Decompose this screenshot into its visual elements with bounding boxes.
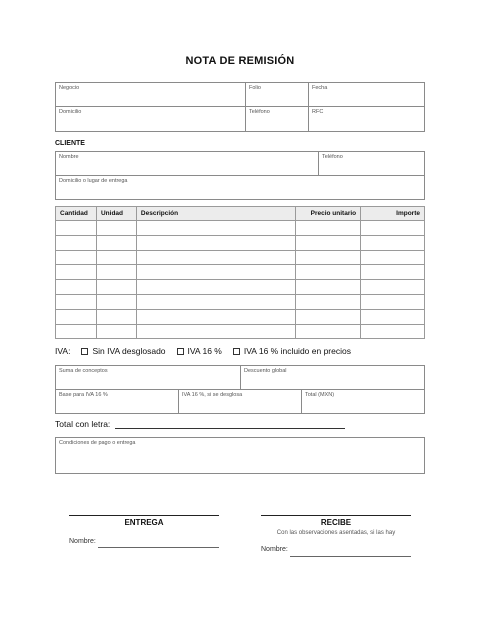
cliente-section-title: CLIENTE (55, 140, 85, 147)
table-cell[interactable] (361, 309, 425, 324)
table-cell[interactable] (296, 265, 361, 280)
table-cell[interactable] (136, 309, 295, 324)
domicilio-field[interactable]: Domicilio (59, 109, 82, 115)
table-cell[interactable] (96, 250, 136, 265)
table-cell[interactable] (136, 235, 295, 250)
table-cell[interactable] (56, 324, 97, 339)
table-cell[interactable] (56, 280, 97, 295)
table-cell[interactable] (96, 280, 136, 295)
cliente-telefono-field[interactable]: Teléfono (322, 154, 343, 160)
recibe-nombre-line[interactable] (290, 556, 411, 557)
total-con-letra-line[interactable] (115, 428, 345, 429)
table-cell[interactable] (296, 294, 361, 309)
table-cell[interactable] (296, 221, 361, 236)
table-cell[interactable] (96, 221, 136, 236)
table-cell[interactable] (56, 250, 97, 265)
recibe-signature-line[interactable] (261, 515, 411, 516)
table-cell[interactable] (56, 309, 97, 324)
recibe-note: Con las observaciones asentadas, si las hay (276, 530, 396, 536)
table-cell[interactable] (96, 309, 136, 324)
cliente-nombre-field[interactable]: Nombre (59, 154, 79, 160)
table-cell[interactable] (361, 235, 425, 250)
entrega-title: ENTREGA (124, 518, 164, 527)
total-con-letra-label: Total con letra: (55, 419, 111, 429)
descuento-global-field[interactable]: Descuento global (244, 368, 287, 374)
table-cell[interactable] (296, 250, 361, 265)
table-cell[interactable] (296, 324, 361, 339)
table-row (56, 280, 425, 295)
table-cell[interactable] (361, 250, 425, 265)
negocio-field[interactable]: Negocio (59, 85, 80, 91)
table-cell[interactable] (361, 265, 425, 280)
condiciones-label: Condiciones de pago o entrega (59, 440, 136, 446)
table-cell[interactable] (136, 324, 295, 339)
table-row (56, 265, 425, 280)
table-cell[interactable] (361, 294, 425, 309)
table-cell[interactable] (96, 235, 136, 250)
table-row (56, 324, 425, 339)
column-descripcion: Descripción (136, 207, 295, 221)
column-precio-unitario: Precio unitario (296, 207, 361, 221)
entrega-nombre-label: Nombre: (69, 538, 96, 545)
table-cell[interactable] (296, 235, 361, 250)
column-unidad: Unidad (96, 207, 136, 221)
table-cell[interactable] (56, 221, 97, 236)
recibe-title: RECIBE (320, 518, 352, 527)
table-cell[interactable] (136, 250, 295, 265)
table-cell[interactable] (361, 221, 425, 236)
cliente-domicilio-field[interactable]: Domicilio o lugar de entrega (59, 178, 128, 184)
suma-conceptos-field[interactable]: Suma de conceptos (59, 368, 108, 374)
table-cell[interactable] (361, 280, 425, 295)
table-row (56, 235, 425, 250)
table-cell[interactable] (56, 235, 97, 250)
checkbox-icon[interactable] (177, 348, 184, 355)
table-cell[interactable] (296, 280, 361, 295)
iva-option-sin-iva[interactable]: Sin IVA desglosado (81, 346, 165, 356)
table-cell[interactable] (136, 265, 295, 280)
checkbox-icon[interactable] (81, 348, 88, 355)
business-info-box (55, 82, 425, 132)
table-cell[interactable] (136, 221, 295, 236)
table-row (56, 250, 425, 265)
table-row (56, 294, 425, 309)
table-cell[interactable] (96, 294, 136, 309)
table-cell[interactable] (136, 280, 295, 295)
table-cell[interactable] (96, 265, 136, 280)
items-table (55, 206, 425, 339)
iva-options (55, 346, 351, 356)
folio-field[interactable]: Folio (249, 85, 261, 91)
total-mxn-field[interactable]: Total (MXN) (305, 392, 335, 398)
column-cantidad: Cantidad (56, 207, 97, 221)
entrega-signature-line[interactable] (69, 515, 219, 516)
entrega-nombre-line[interactable] (98, 547, 219, 548)
iva-desglosa-field[interactable]: IVA 16 %, si se desglosa (182, 392, 243, 398)
table-cell[interactable] (296, 309, 361, 324)
table-cell[interactable] (136, 294, 295, 309)
table-cell[interactable] (56, 294, 97, 309)
checkbox-icon[interactable] (233, 348, 240, 355)
items-table-header (56, 207, 425, 221)
column-importe: Importe (361, 207, 425, 221)
table-cell[interactable] (56, 265, 97, 280)
fecha-field[interactable]: Fecha (312, 85, 328, 91)
recibe-nombre-label: Nombre: (261, 546, 288, 553)
base-iva-field[interactable]: Base para IVA 16 % (59, 392, 108, 398)
table-row (56, 221, 425, 236)
document-title: NOTA DE REMISIÓN (185, 55, 295, 67)
table-cell[interactable] (96, 324, 136, 339)
table-row (56, 309, 425, 324)
telefono-field[interactable]: Teléfono (249, 109, 270, 115)
table-cell[interactable] (361, 324, 425, 339)
iva-label: IVA: (55, 346, 71, 356)
rfc-field[interactable]: RFC (312, 109, 324, 115)
iva-option-16[interactable]: IVA 16 % (177, 346, 222, 356)
iva-option-incluido[interactable]: IVA 16 % incluido en precios (233, 346, 351, 356)
